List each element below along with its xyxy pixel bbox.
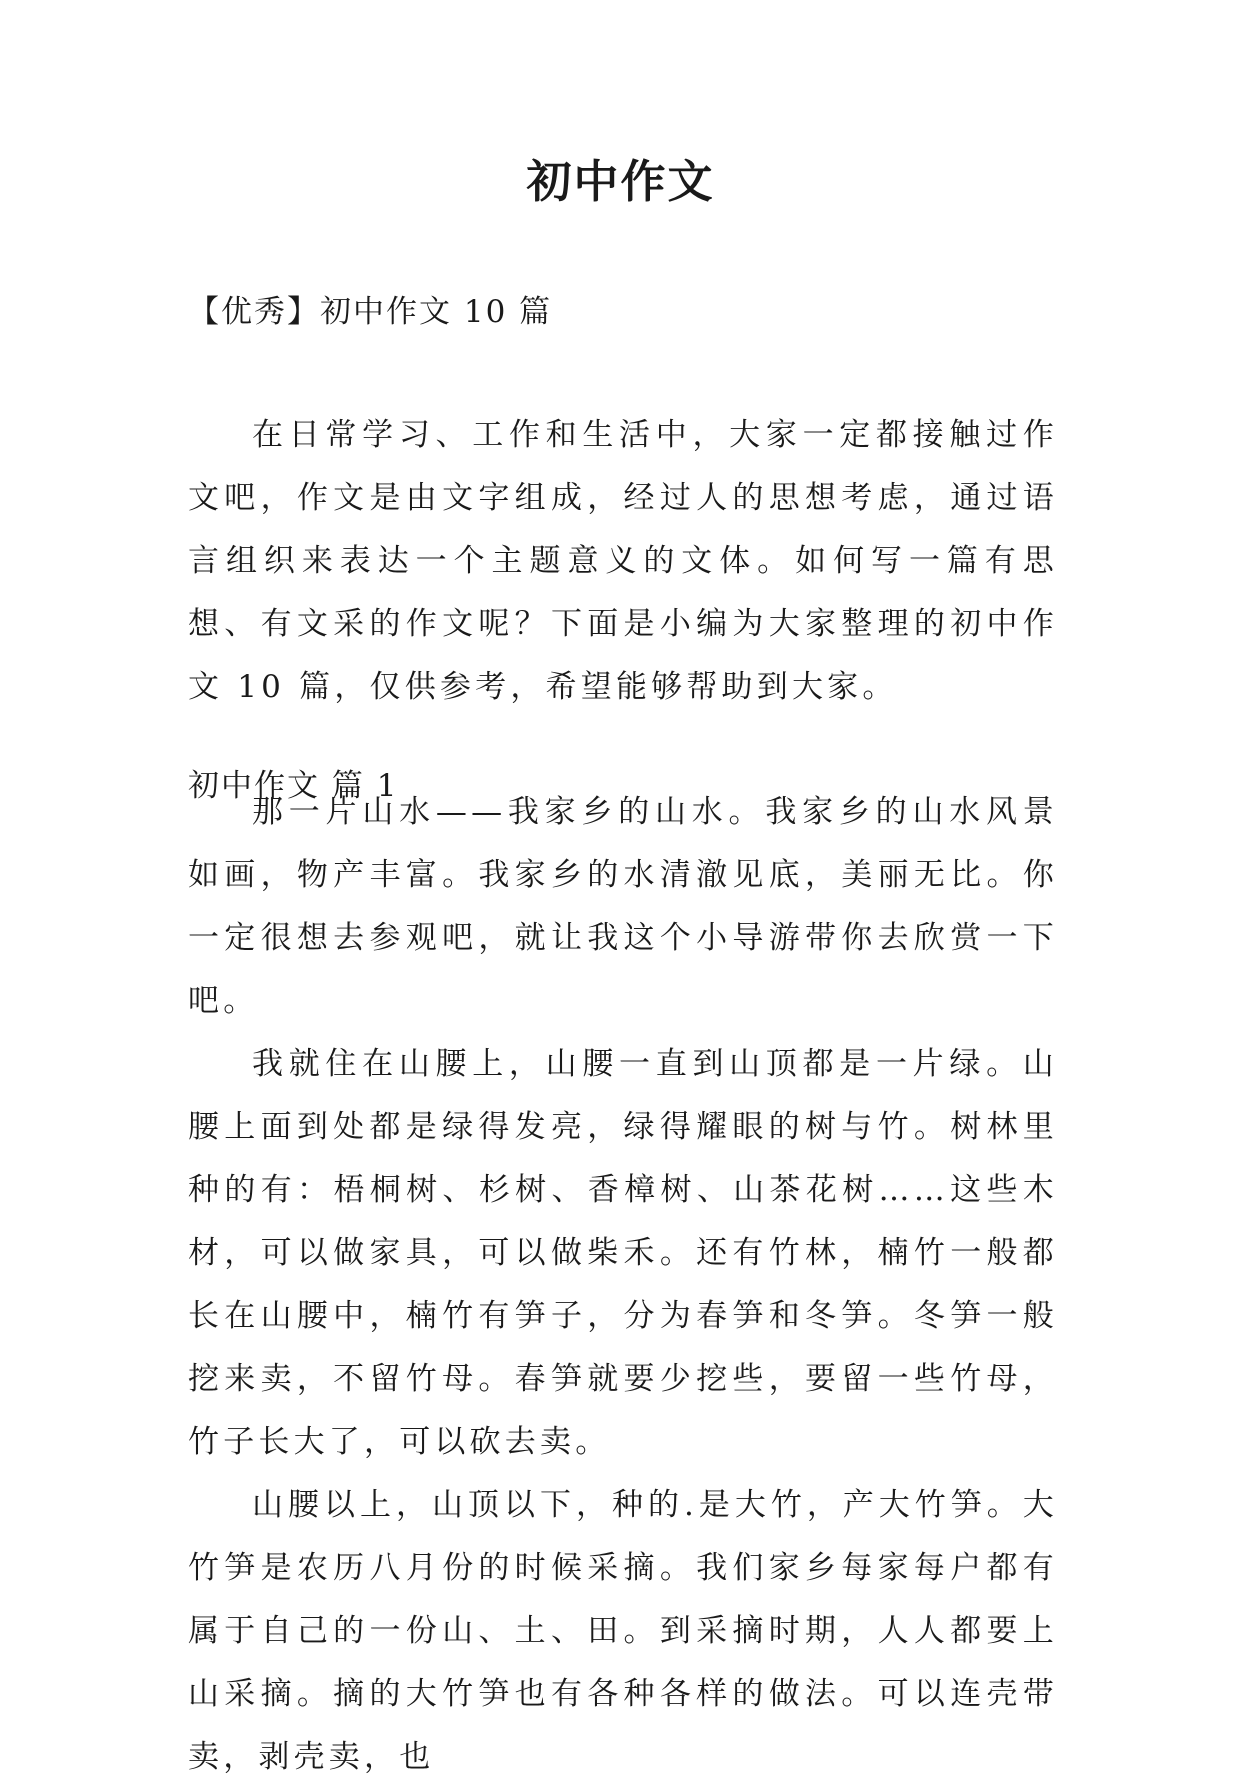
document-subtitle: 【优秀】初中作文 10 篇 xyxy=(188,294,553,330)
intro-paragraph: 在日常学习、工作和生活中，大家一定都接触过作文吧，作文是由文字组成，经过人的思想考虑，通过语言组织来表达一个主题意义的文体。如何写一篇有思想、有文采的作文呢？下面是小编为大家整理的初中作文 10 篇，仅供参考，希望能够帮助到大家。 xyxy=(188,417,1058,705)
body-paragraph-3: 山腰以上，山顶以下，种的.是大竹，产大竹笋。大竹笋是农历八月份的时候采摘。我们家乡每家每户都有属于自己的一份山、土、田。到采摘时期，人人都要上山采摘。摘的大竹笋也有各种各样的做法。可以连壳带卖，剥壳卖，也 xyxy=(188,1487,1058,1775)
document-title: 初中作文 xyxy=(526,155,715,208)
section-heading: 初中作文 篇 1 xyxy=(188,768,399,804)
body-paragraph-1: 那一片山水——我家乡的山水。我家乡的山水风景如画，物产丰富。我家乡的水清澈见底，美丽无比。你一定很想去参观吧，就让我这个小导游带你去欣赏一下吧。 xyxy=(188,794,1058,1019)
section-body xyxy=(188,781,1058,1789)
body-paragraph-2: 我就住在山腰上，山腰一直到山顶都是一片绿。山腰上面到处都是绿得发亮，绿得耀眼的树与竹。树林里种的有：梧桐树、杉树、香樟树、山茶花树……这些木材，可以做家具，可以做柴禾。还有竹林，楠竹一般都长在山腰中，楠竹有笋子，分为春笋和冬笋。冬笋一般挖来卖，不留竹母。春笋就要少挖些，要留一些竹母，竹子长大了，可以砍去卖。 xyxy=(188,1046,1058,1460)
intro-block xyxy=(188,404,1058,719)
